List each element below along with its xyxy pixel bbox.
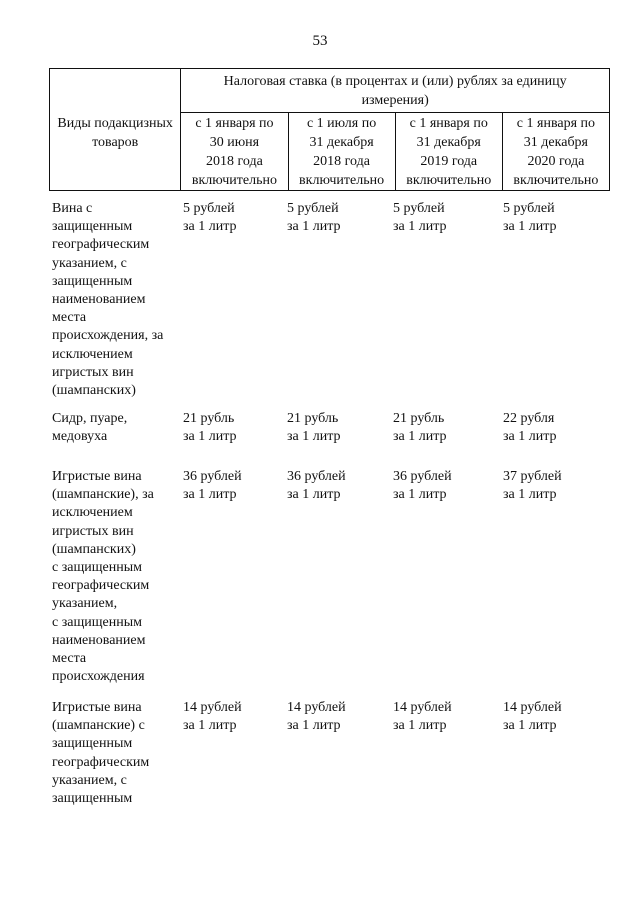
header-line: с 1 июля по	[306, 116, 377, 131]
tax-rate-line: за 1 литр	[183, 219, 237, 235]
goods-kind-line: указанием,	[52, 596, 118, 612]
header-line: с 1 января по	[516, 116, 596, 131]
goods-kind-line: медовуха	[52, 429, 108, 445]
tax-rate-line: за 1 литр	[393, 487, 447, 503]
tax-rate-line: за 1 литр	[287, 487, 341, 503]
goods-kind-line: Игристые вина	[52, 469, 142, 484]
goods-kind-line: защищенным	[52, 273, 133, 289]
tax-rate-line: за 1 литр	[393, 219, 447, 235]
tax-rate-line: за 1 литр	[183, 429, 237, 445]
goods-kind-line: Игристые вина	[52, 700, 142, 715]
header-line: с 1 января по	[409, 116, 488, 131]
tax-rate-cell	[287, 200, 341, 236]
header-line: 2020 года	[527, 154, 585, 169]
tax-rate-line: 36 рублей	[393, 469, 452, 484]
goods-kind-line: Сидр, пуаре,	[52, 411, 128, 426]
tax-rate-cell	[393, 410, 447, 446]
goods-kind-line: (шампанские) с	[52, 718, 145, 734]
header-line: Виды подакцизных	[57, 115, 173, 131]
tax-rate-line: 14 рублей	[287, 700, 346, 715]
header-line: с 1 января по	[195, 116, 274, 131]
header-line: 30 июня	[209, 135, 260, 150]
tax-rate-cell	[393, 200, 447, 236]
goods-kind-line: игристых вин	[52, 523, 134, 539]
goods-kind-line: защищенным	[52, 219, 133, 235]
tax-rate-line: 37 рублей	[503, 469, 562, 484]
goods-kind-line: происхождения	[52, 669, 145, 685]
header-line: включительно	[406, 173, 492, 188]
tax-rate-cell	[393, 699, 452, 735]
tax-rate-line: за 1 литр	[503, 718, 557, 734]
tax-rate-line: 21 рубль	[183, 411, 235, 426]
tax-rate-line: за 1 литр	[287, 718, 341, 734]
goods-kind-line: исключением	[52, 505, 133, 521]
tax-rate-line: за 1 литр	[503, 219, 557, 235]
tax-rate-cell	[503, 699, 562, 735]
tax-rate-line: 5 рублей	[287, 201, 339, 216]
tax-rate-line: за 1 литр	[183, 718, 237, 734]
goods-kind-cell	[49, 200, 182, 400]
goods-kind-line: географическим	[52, 754, 150, 770]
tax-rate-line: 14 рублей	[503, 700, 562, 715]
header-line: 31 декабря	[309, 135, 374, 150]
tax-rate-cell	[183, 468, 242, 504]
goods-kind-line: (шампанских)	[52, 541, 136, 557]
header-line: включительно	[191, 173, 277, 188]
goods-kind-line: защищенным	[52, 736, 133, 752]
tax-rate-line: 14 рублей	[183, 700, 242, 715]
tax-rate-cell	[393, 468, 452, 504]
goods-kind-line: географическим	[52, 578, 150, 594]
goods-kind-line: (шампанские), за	[52, 487, 154, 503]
tax-rate-line: 21 рубль	[393, 411, 445, 426]
page-number: 53	[312, 33, 328, 49]
tax-rate-line: за 1 литр	[287, 429, 341, 445]
tax-rate-line: за 1 литр	[183, 487, 237, 503]
goods-kind-line: защищенным	[52, 791, 133, 807]
tax-rate-cell	[287, 699, 346, 735]
tax-rate-line: 5 рублей	[393, 201, 445, 216]
goods-kind-line: указанием, с	[52, 772, 127, 788]
tax-rate-line: за 1 литр	[503, 429, 557, 445]
goods-kind-line: исключением	[52, 346, 133, 362]
goods-kind-line: с защищенным	[52, 560, 142, 576]
goods-kind-line: (шампанских)	[52, 383, 136, 399]
tax-rate-line: за 1 литр	[393, 429, 447, 445]
tax-rate-line: 21 рубль	[287, 411, 339, 426]
header-line: товаров	[92, 134, 139, 150]
tax-rate-line: 5 рублей	[183, 201, 235, 216]
goods-kind-line: происхождения, за	[52, 328, 164, 344]
goods-kind-line: игристых вин	[52, 364, 134, 380]
goods-kind-cell	[49, 410, 182, 446]
tax-rate-line: за 1 литр	[287, 219, 341, 235]
header-line: включительно	[299, 173, 385, 188]
goods-kind-line: Вина с	[52, 201, 93, 216]
goods-kind-line: места	[52, 651, 87, 667]
goods-kind-line: наименованием	[52, 632, 146, 648]
tax-rate-cell	[503, 468, 562, 504]
tax-rate-cell	[287, 468, 346, 504]
goods-kind-line: указанием, с	[52, 255, 127, 271]
tax-rate-line: за 1 литр	[503, 487, 557, 503]
tax-rate-cell	[503, 200, 557, 236]
header-line: 2018 года	[313, 154, 370, 169]
tax-rate-cell	[183, 200, 237, 236]
tax-rate-cell	[183, 410, 237, 446]
goods-kind-line: наименованием	[52, 292, 146, 308]
header-line: 31 декабря	[416, 135, 481, 150]
header-line: 2019 года	[420, 154, 478, 169]
goods-kind-cell	[49, 468, 182, 686]
header-line: 31 декабря	[523, 135, 588, 150]
header-line: включительно	[513, 173, 599, 188]
tax-rate-line: 14 рублей	[393, 700, 452, 715]
tax-rate-line: 5 рублей	[503, 201, 555, 216]
header-line: Налоговая ставка (в процентах и (или) рублях за единицу	[223, 74, 567, 89]
header-line: 2018 года	[206, 154, 263, 169]
tax-rate-line: за 1 литр	[393, 718, 447, 734]
goods-kind-cell	[49, 699, 182, 808]
tax-rate-cell	[503, 410, 557, 446]
tax-rate-cell	[287, 410, 341, 446]
tax-rate-line: 22 рубля	[503, 411, 555, 426]
tax-rate-cell	[183, 699, 242, 735]
goods-kind-line: с защищенным	[52, 614, 142, 630]
tax-rate-line: 36 рублей	[183, 469, 242, 484]
header-line: измерения)	[361, 93, 429, 108]
goods-kind-line: места	[52, 310, 87, 326]
tax-rate-line: 36 рублей	[287, 469, 346, 484]
goods-kind-line: географическим	[52, 237, 150, 253]
